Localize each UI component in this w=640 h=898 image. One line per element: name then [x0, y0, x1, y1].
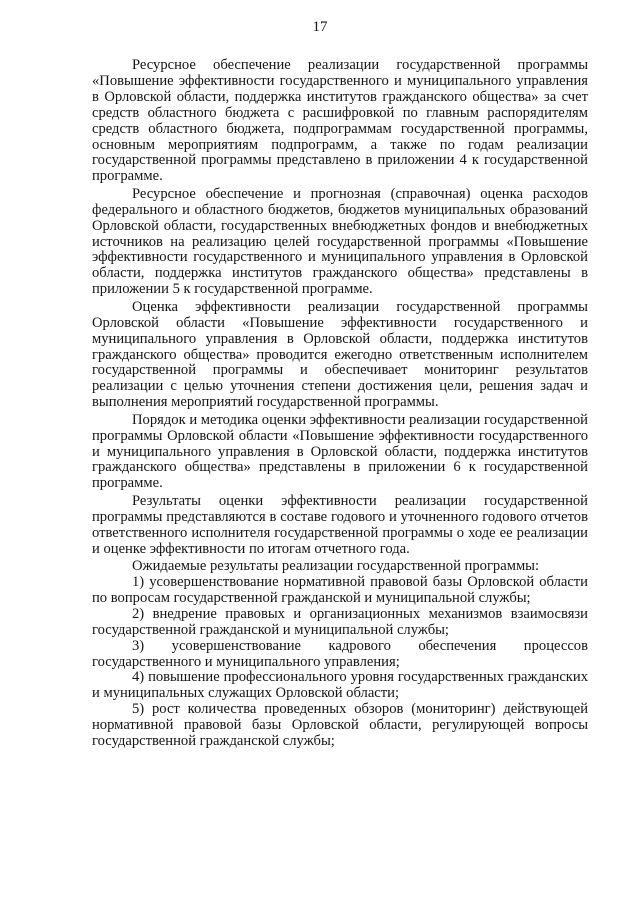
- paragraph-efficiency-assessment: Оценка эффективности реализации государственной программы Орловской области «Повышение эффективности государственного и муниципального управления в Орловской области, поддержка институтов гражданского общества» проводится ежегодно ответственным исполнителем государственной программы и обеспечивает мониторинг результатов реализации с целью уточнения степени достижения цели, решения задач и выполнения мероприятий государственной программы.: [92, 298, 588, 411]
- paragraph-assessment-methodology: Порядок и методика оценки эффективности реализации государственной программы Орловской области «Повышение эффективности государственного и муниципального управления в Орловской области, поддержка институтов гражданского общества» представлены в приложении 6 к государственной программе.: [92, 411, 588, 492]
- page-number: 17: [312, 19, 328, 35]
- list-item-5: 5) рост количества проведенных обзоров (мониторинг) действующей нормативной правовой базы Орловской области, регулирующей вопросы государственной гражданской службы;: [92, 701, 588, 750]
- list-item-2: 2) внедрение правовых и организационных механизмов взаимосвязи государственной гражданской и муниципальной службы;: [92, 605, 588, 638]
- paragraph-assessment-results: Результаты оценки эффективности реализации государственной программы представляются в составе годового и уточненного годового отчетов ответственного исполнителя государственной программы о ходе ее реализации и оценке эффективности по итогам отчетного года.: [92, 492, 588, 557]
- list-item-4: 4) повышение профессионального уровня государственных гражданских и муниципальных служащих Орловской области;: [92, 669, 588, 702]
- paragraph-resource-forecast: Ресурсное обеспечение и прогнозная (справочная) оценка расходов федерального и областного бюджетов, бюджетов муниципальных образований Орловской области, государственных внебюджетных фондов и внебюджетных источников на реализацию целей государственной программы «Повышение эффективности государственного и муниципального управления в Орловской области, поддержка институтов гражданского общества» представлены в приложении 5 к государственной программе.: [92, 185, 588, 298]
- list-item-1: 1) усовершенствование нормативной правовой базы Орловской области по вопросам государственной гражданской и муниципальной службы;: [92, 573, 588, 606]
- list-item-3: 3) усовершенствование кадрового обеспечения процессов государственного и муниципального управления;: [92, 637, 588, 670]
- paragraph-resource-regional-budget: Ресурсное обеспечение реализации государственной программы «Повышение эффективности государственного и муниципального управления в Орловской области, поддержка институтов гражданского общества» за счет средств областного бюджета с расшифровкой по главным распорядителям средств областного бюджета, подпрограммам государственной программы, основным мероприятиям подпрограмм, а также по годам реализации государственной программы представлено в приложении 4 к государственной программе.: [92, 57, 588, 185]
- body-text: [92, 58, 588, 750]
- paragraph-expected-results-heading: Ожидаемые результаты реализации государственной программы:: [132, 558, 540, 575]
